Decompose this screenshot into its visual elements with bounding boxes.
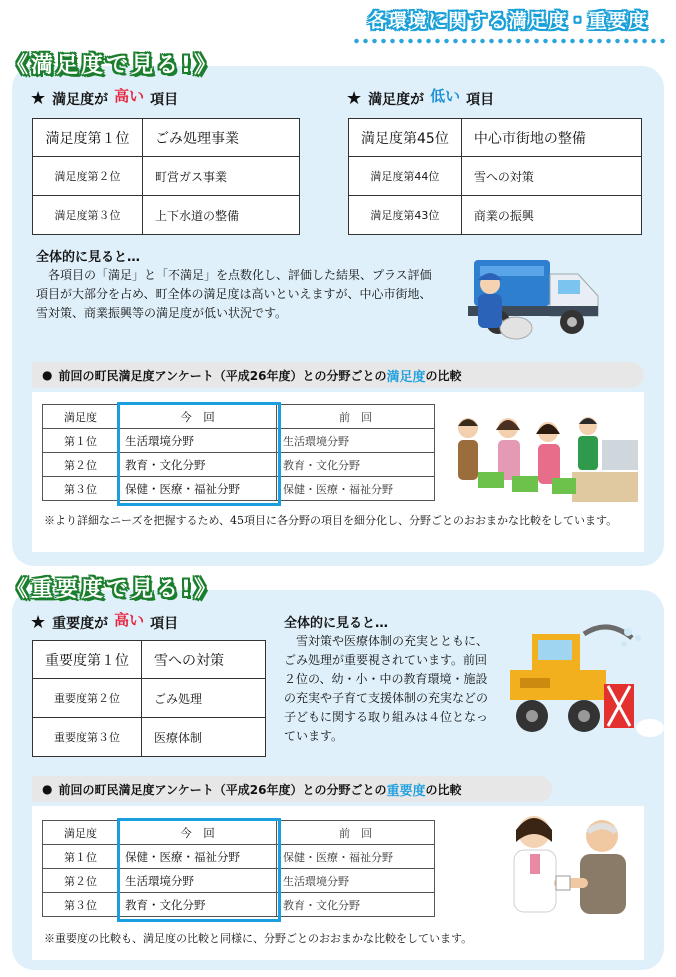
current-cell: 教育・文化分野	[119, 453, 277, 477]
current-column-highlight	[117, 402, 281, 506]
imp-high-table	[32, 640, 266, 757]
garbage-truck-icon	[454, 254, 604, 342]
importance-section-title: 《重要度で見る!》	[6, 577, 220, 602]
item-cell: 雪への対策	[142, 641, 266, 679]
previous-cell: 生活環境分野	[277, 429, 435, 453]
imp-cmp-keyword: 重要度	[386, 783, 426, 799]
item-cell: ごみ処理	[142, 679, 266, 718]
col-header-previous: 前 回	[277, 405, 435, 429]
current-cell: 生活環境分野	[119, 429, 277, 453]
rank-cell: 満足度第43位	[349, 196, 462, 235]
item-cell: 中心市街地の整備	[461, 119, 641, 157]
previous-cell: 教育・文化分野	[277, 893, 435, 917]
sat-high-prefix: 満足度が	[52, 92, 109, 108]
star-icon: ★	[30, 612, 47, 633]
sat-low-keyword: 低い	[430, 87, 461, 105]
star-icon: ★	[30, 88, 47, 109]
rank-cell: 第１位	[43, 845, 119, 869]
col-header-current: 今 回	[119, 821, 277, 845]
snowplow-icon	[504, 624, 664, 742]
imp-overall-text: 雪対策や医療体制の充実とともに、ごみ処理が重要視されています。前回２位の、幼・小・中の教育環境・施設の充実や子育て支援体制の充実などの子どもに関する取り組みは４位となっています。	[284, 634, 489, 743]
col-header-previous: 前 回	[277, 821, 435, 845]
imp-comparison-note: ※重要度の比較も、満足度の比較と同様に、分野ごとのおおまかな比較をしています。	[44, 932, 473, 945]
imp-comparison-heading	[32, 776, 552, 802]
current-cell: 保健・医療・福祉分野	[119, 845, 277, 869]
rank-cell: 第２位	[43, 453, 119, 477]
rank-cell: 第３位	[43, 893, 119, 917]
rank-cell: 満足度第２位	[33, 157, 143, 196]
shoppers-icon	[452, 410, 642, 506]
nurse-elder-icon	[494, 806, 644, 934]
item-cell: 町営ガス事業	[143, 157, 300, 196]
rank-cell: 重要度第３位	[33, 718, 142, 757]
imp-high-keyword: 高い	[114, 611, 145, 629]
imp-high-heading	[30, 612, 178, 633]
current-cell: 生活環境分野	[119, 869, 277, 893]
sat-comparison-heading	[32, 362, 644, 388]
bullet-icon: ●	[42, 368, 53, 382]
rank-cell: 満足度第３位	[33, 196, 143, 235]
item-cell: ごみ処理事業	[143, 119, 300, 157]
table-row	[349, 119, 642, 157]
rank-cell: 満足度第45位	[349, 119, 462, 157]
table-row	[33, 119, 300, 157]
sat-cmp-keyword: 満足度	[386, 369, 426, 385]
item-cell: 商業の振興	[461, 196, 641, 235]
sat-high-keyword: 高い	[114, 87, 145, 105]
rank-cell: 第２位	[43, 869, 119, 893]
rank-cell: 満足度第１位	[33, 119, 143, 157]
table-row	[33, 718, 266, 757]
rank-cell: 重要度第２位	[33, 679, 142, 718]
previous-cell: 教育・文化分野	[277, 453, 435, 477]
imp-cmp-label: 前回の町民満足度アンケート（平成26年度）との分野ごとの	[58, 782, 387, 797]
rank-cell: 第１位	[43, 429, 119, 453]
sat-cmp-label-after: の比較	[425, 368, 462, 383]
current-cell: 教育・文化分野	[119, 893, 277, 917]
title-dots-divider	[352, 38, 668, 44]
sat-low-prefix: 満足度が	[368, 92, 425, 108]
bullet-icon: ●	[42, 782, 53, 796]
sat-low-suffix: 項目	[466, 92, 495, 108]
item-cell: 雪への対策	[461, 157, 641, 196]
rank-cell: 満足度第44位	[349, 157, 462, 196]
sat-overall-text: 各項目の「満足」と「不満足」を点数化し、評価した結果、プラス評価項目が大部分を占め、町全体の満足度は高いといえますが、中心市街地、雪対策、商業振興等の満足度が低い状況です。	[36, 268, 432, 320]
sat-low-heading	[346, 88, 494, 109]
sat-low-table	[348, 118, 642, 235]
rank-cell: 重要度第１位	[33, 641, 142, 679]
page-title: 各環境に関する満足度・重要度	[367, 10, 648, 32]
col-header-rank: 満足度	[43, 405, 119, 429]
item-cell: 上下水道の整備	[143, 196, 300, 235]
item-cell: 医療体制	[142, 718, 266, 757]
current-column-highlight	[117, 818, 281, 922]
table-row	[349, 157, 642, 196]
rank-cell: 第３位	[43, 477, 119, 501]
previous-cell: 保健・医療・福祉分野	[277, 477, 435, 501]
table-row	[33, 157, 300, 196]
table-row	[349, 196, 642, 235]
star-icon: ★	[346, 88, 363, 109]
col-header-current: 今 回	[119, 405, 277, 429]
imp-overall-heading: 全体的に見ると…	[284, 616, 389, 631]
imp-high-suffix: 項目	[150, 616, 179, 632]
table-row	[33, 641, 266, 679]
imp-cmp-label-after: の比較	[425, 782, 462, 797]
table-row	[33, 679, 266, 718]
satisfaction-section-title: 《満足度で見る!》	[6, 53, 220, 78]
col-header-rank: 満足度	[43, 821, 119, 845]
sat-cmp-label: 前回の町民満足度アンケート（平成26年度）との分野ごとの	[58, 368, 387, 383]
sat-comparison-note: ※より詳細なニーズを把握するため、45項目に各分野の項目を細分化し、分野ごとのおおまかな比較をしています。	[44, 514, 618, 527]
imp-high-prefix: 重要度が	[52, 616, 109, 632]
previous-cell: 保健・医療・福祉分野	[277, 845, 435, 869]
previous-cell: 生活環境分野	[277, 869, 435, 893]
current-cell: 保健・医療・福祉分野	[119, 477, 277, 501]
sat-high-heading	[30, 88, 178, 109]
sat-overall-heading: 全体的に見ると…	[36, 250, 141, 265]
table-row	[33, 196, 300, 235]
sat-high-table	[32, 118, 300, 235]
sat-high-suffix: 項目	[150, 92, 179, 108]
